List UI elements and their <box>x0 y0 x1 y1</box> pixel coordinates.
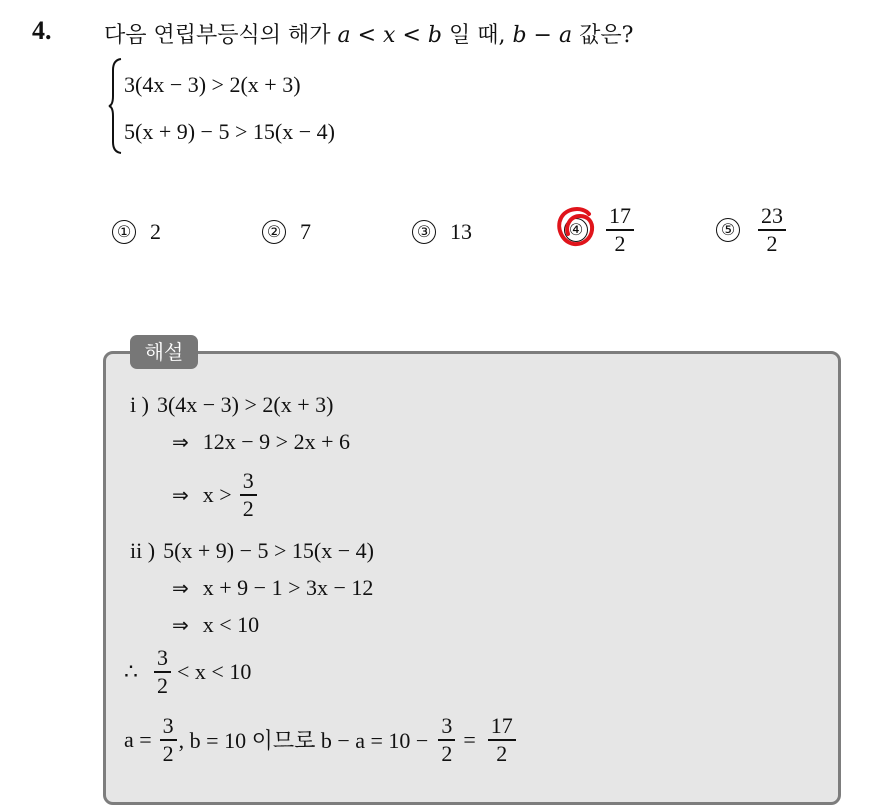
step-2-result-1: x + 9 − 1 > 3x − 12 <box>202 575 374 600</box>
step-1-line-2 <box>172 429 350 455</box>
therefore-line <box>124 645 251 699</box>
choice-4-numerator: 17 <box>609 203 631 228</box>
final-a-fraction <box>160 713 177 767</box>
fraction-denominator: 2 <box>441 740 453 766</box>
system-brace-icon <box>108 58 122 154</box>
implies-icon: ⇒ <box>172 482 189 507</box>
choice-4-denominator: 2 <box>614 230 626 256</box>
step-2-expression: 5(x + 9) − 5 > 15(x − 4) <box>163 538 374 563</box>
step-1-expression: 3(4x − 3) > 2(x + 3) <box>156 392 334 417</box>
step-1-line <box>130 392 333 418</box>
fraction-denominator: 2 <box>496 740 508 766</box>
question-stem <box>104 18 633 49</box>
step-1-label: i ) <box>130 392 149 417</box>
stem-text: 다음 연립부등식의 해가 <box>104 23 331 48</box>
stem-mid: 일 때, <box>448 23 506 48</box>
final-b-text: , b = 10 이므로 b − a = 10 − <box>178 728 429 754</box>
answer-circle-mark-icon <box>556 206 596 248</box>
final-result-fraction <box>488 713 516 767</box>
choice-1-symbol: ① <box>112 220 136 244</box>
fraction-denominator: 2 <box>157 672 168 698</box>
final-equals: = <box>463 726 476 752</box>
final-a: a = <box>124 726 152 752</box>
step-2-line-2 <box>172 575 373 601</box>
step-1-result-lhs: x > <box>202 481 232 507</box>
fraction-numerator: 3 <box>242 468 254 493</box>
choice-5-symbol: ⑤ <box>716 218 740 242</box>
implies-icon: ⇒ <box>172 576 189 600</box>
stem-condition: a < x < b <box>337 23 442 48</box>
stem-tail: 값은? <box>579 23 634 48</box>
choice-5-numerator: 23 <box>761 203 783 228</box>
fraction-numerator: 17 <box>490 713 513 738</box>
therefore-fraction <box>154 645 171 699</box>
choice-1-value: 2 <box>150 219 161 244</box>
step-1-fraction <box>240 468 257 522</box>
step-2-line <box>130 538 374 564</box>
question-number: 4. <box>32 16 52 45</box>
fraction-denominator: 2 <box>162 740 174 766</box>
fraction-denominator: 2 <box>242 495 254 521</box>
step-2-line-3 <box>172 612 259 638</box>
choice-4-symbol: ④ <box>564 218 588 242</box>
choice-4-fraction <box>606 203 634 257</box>
implies-icon: ⇒ <box>172 430 189 454</box>
therefore-rest: < x < 10 <box>177 658 252 684</box>
choice-3-value: 13 <box>450 219 472 244</box>
therefore-icon: ∴ <box>124 658 138 684</box>
fraction-numerator: 3 <box>441 713 453 738</box>
choice-2[interactable] <box>262 219 311 245</box>
solution-tab-label: 해설 <box>130 335 198 369</box>
step-1-line-3 <box>172 468 257 522</box>
fraction-numerator: 3 <box>162 713 174 738</box>
choice-2-value: 7 <box>300 219 311 244</box>
choice-5-fraction <box>758 203 786 257</box>
system-line-2: 5(x + 9) − 5 > 15(x − 4) <box>124 119 335 144</box>
choice-3[interactable] <box>412 219 472 245</box>
choice-5-denominator: 2 <box>766 230 778 256</box>
step-2-result-2: x < 10 <box>202 612 260 637</box>
choice-3-symbol: ③ <box>412 220 436 244</box>
stem-expression: b − a <box>512 23 573 48</box>
final-line <box>124 713 516 767</box>
system-line-1: 3(4x − 3) > 2(x + 3) <box>124 72 301 97</box>
choice-1[interactable] <box>112 219 161 245</box>
final-mid-fraction <box>438 713 455 767</box>
step-2-label: ii ) <box>130 538 156 563</box>
step-1-result-1: 12x − 9 > 2x + 6 <box>202 429 350 454</box>
fraction-numerator: 3 <box>157 645 168 670</box>
implies-icon: ⇒ <box>172 613 189 637</box>
choice-5[interactable] <box>716 203 786 257</box>
choice-2-symbol: ② <box>262 220 286 244</box>
